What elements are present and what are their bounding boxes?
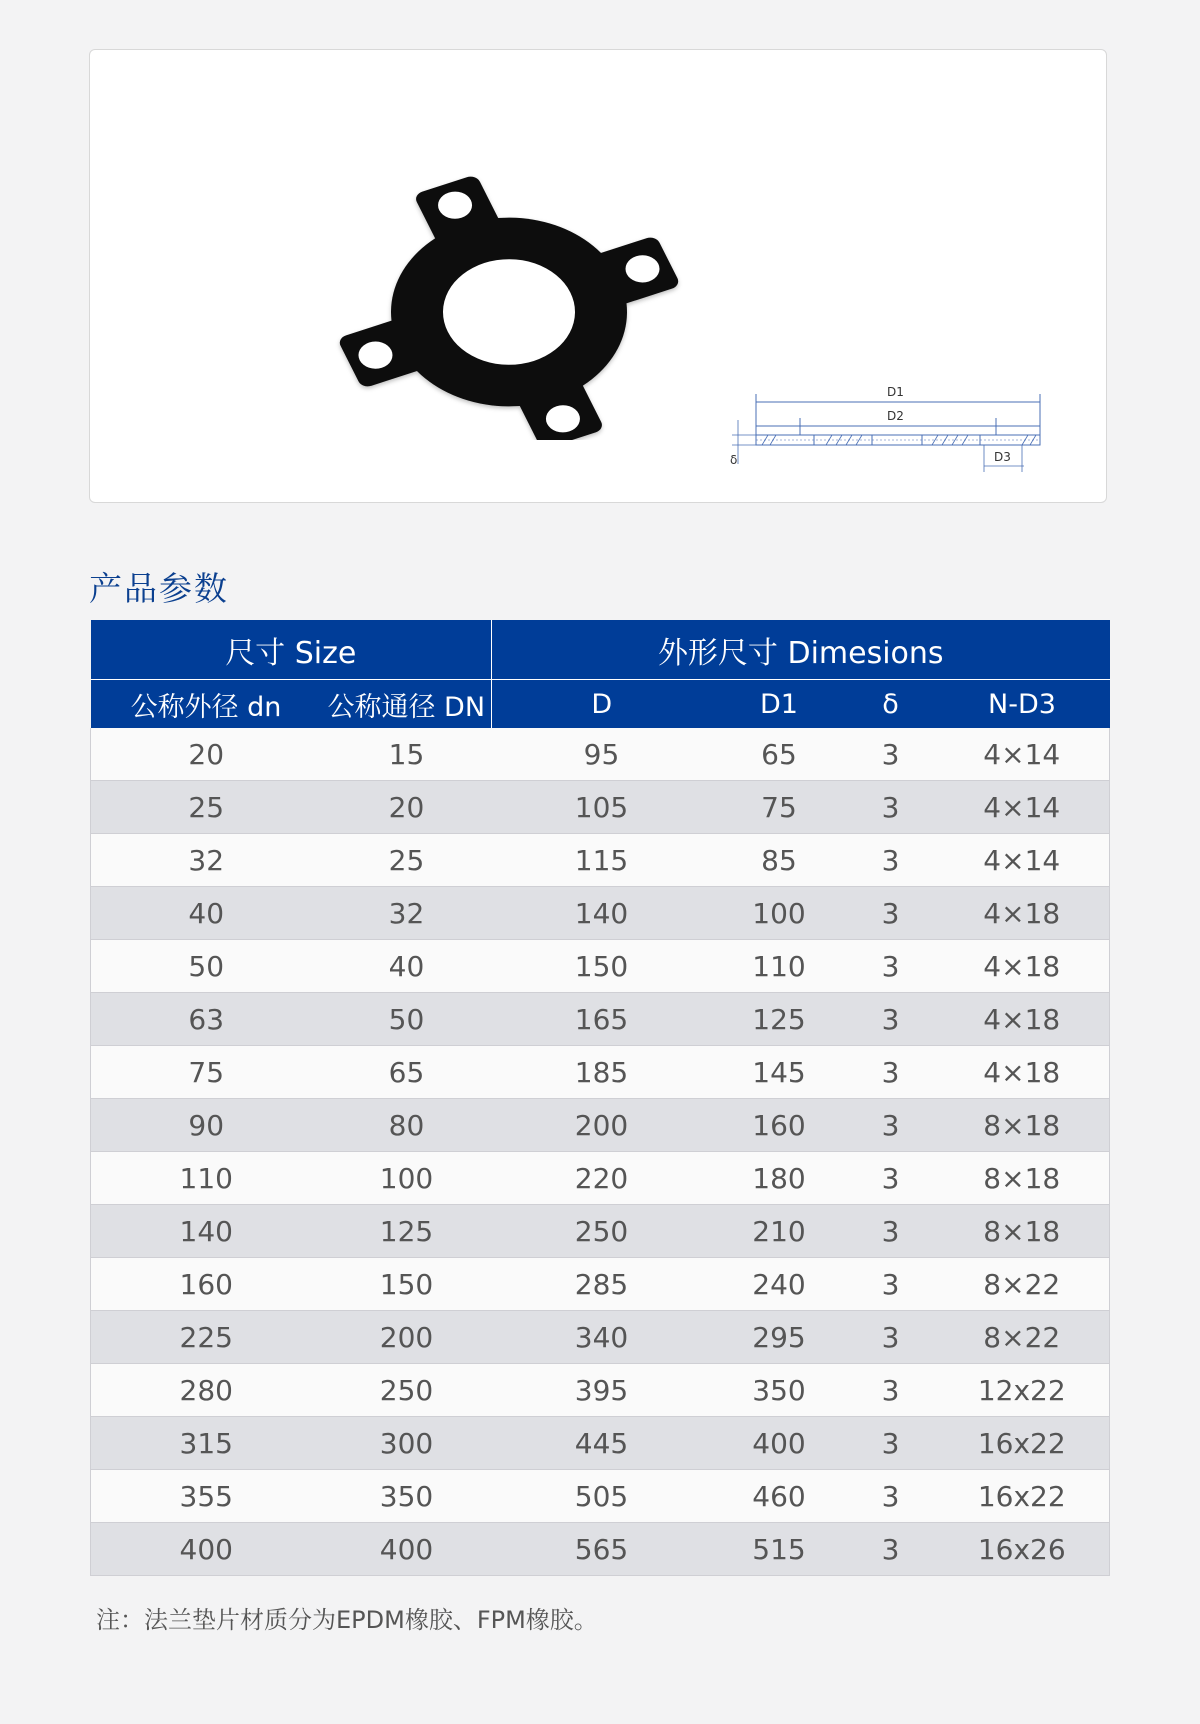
- cell-dn-outer: 75: [91, 1046, 322, 1099]
- cell-d: 250: [492, 1205, 712, 1258]
- cell-d1: 180: [712, 1152, 847, 1205]
- cell-thickness: 3: [847, 1205, 935, 1258]
- cell-d: 445: [492, 1417, 712, 1470]
- cell-d: 340: [492, 1311, 712, 1364]
- table-row: [91, 1205, 1110, 1258]
- cell-d: 505: [492, 1470, 712, 1523]
- cell-dn-outer: 20: [91, 728, 322, 781]
- material-note: 注：法兰垫片材质分为EPDM橡胶、FPM橡胶。: [96, 1606, 598, 1634]
- cell-thickness: 3: [847, 887, 935, 940]
- cell-d: 395: [492, 1364, 712, 1417]
- col-header-n-d3: N-D3: [935, 680, 1110, 729]
- cell-n-d3: 4×18: [935, 1046, 1110, 1099]
- cell-n-d3: 8×18: [935, 1205, 1110, 1258]
- cell-d: 200: [492, 1099, 712, 1152]
- cell-thickness: 3: [847, 1046, 935, 1099]
- cell-n-d3: 12x22: [935, 1364, 1110, 1417]
- cell-d: 115: [492, 834, 712, 887]
- cell-dn-nominal: 40: [322, 940, 492, 993]
- table-row: [91, 1152, 1110, 1205]
- cell-dn-outer: 90: [91, 1099, 322, 1152]
- cell-d1: 400: [712, 1417, 847, 1470]
- cell-dn-nominal: 65: [322, 1046, 492, 1099]
- label-d2: D2: [887, 409, 904, 423]
- cell-thickness: 3: [847, 834, 935, 887]
- product-parameters-table: [90, 620, 1110, 1576]
- cell-dn-nominal: 125: [322, 1205, 492, 1258]
- group-size-header: 尺寸 Size: [91, 620, 492, 680]
- cell-d1: 75: [712, 781, 847, 834]
- cell-dn-outer: 40: [91, 887, 322, 940]
- cell-d1: 460: [712, 1470, 847, 1523]
- cell-thickness: 3: [847, 1311, 935, 1364]
- cell-thickness: 3: [847, 1417, 935, 1470]
- cell-d: 95: [492, 728, 712, 781]
- cell-d: 140: [492, 887, 712, 940]
- cell-thickness: 3: [847, 940, 935, 993]
- table-row: [91, 1523, 1110, 1576]
- table-row: [91, 728, 1110, 781]
- cell-n-d3: 8×22: [935, 1258, 1110, 1311]
- cell-d: 565: [492, 1523, 712, 1576]
- cell-n-d3: 8×18: [935, 1099, 1110, 1152]
- cell-d1: 125: [712, 993, 847, 1046]
- cell-n-d3: 16x22: [935, 1417, 1110, 1470]
- table-body: [91, 728, 1110, 1576]
- cell-n-d3: 4×14: [935, 781, 1110, 834]
- col-header-d1: D1: [712, 680, 847, 729]
- label-d3: D3: [994, 450, 1011, 464]
- col-header-d: D: [492, 680, 712, 729]
- cell-dn-nominal: 200: [322, 1311, 492, 1364]
- table-row: [91, 1099, 1110, 1152]
- cell-dn-nominal: 300: [322, 1417, 492, 1470]
- cell-d1: 210: [712, 1205, 847, 1258]
- table-row: [91, 1311, 1110, 1364]
- section-title: 产品参数: [89, 569, 229, 608]
- cell-dn-outer: 32: [91, 834, 322, 887]
- cell-dn-nominal: 32: [322, 887, 492, 940]
- cell-dn-outer: 280: [91, 1364, 322, 1417]
- cell-d: 220: [492, 1152, 712, 1205]
- col-header-nominal-diameter: 公称通径 DN: [322, 680, 492, 729]
- cell-n-d3: 16x26: [935, 1523, 1110, 1576]
- cell-thickness: 3: [847, 1364, 935, 1417]
- cell-thickness: 3: [847, 1470, 935, 1523]
- cell-dn-nominal: 80: [322, 1099, 492, 1152]
- cell-d1: 160: [712, 1099, 847, 1152]
- cell-dn-outer: 160: [91, 1258, 322, 1311]
- cell-thickness: 3: [847, 1523, 935, 1576]
- gasket-image: [265, 170, 705, 440]
- cell-thickness: 3: [847, 1152, 935, 1205]
- cell-thickness: 3: [847, 1099, 935, 1152]
- dimension-drawing: [702, 360, 1062, 510]
- cell-d: 150: [492, 940, 712, 993]
- cell-thickness: 3: [847, 993, 935, 1046]
- label-thickness: δ: [730, 453, 738, 467]
- cell-d1: 110: [712, 940, 847, 993]
- cell-n-d3: 8×18: [935, 1152, 1110, 1205]
- cell-dn-nominal: 20: [322, 781, 492, 834]
- cell-dn-nominal: 400: [322, 1523, 492, 1576]
- cell-dn-outer: 225: [91, 1311, 322, 1364]
- cell-dn-outer: 140: [91, 1205, 322, 1258]
- cell-d: 285: [492, 1258, 712, 1311]
- col-header-outer-diameter: 公称外径 dn: [91, 680, 322, 729]
- cell-n-d3: 4×18: [935, 993, 1110, 1046]
- cell-thickness: 3: [847, 781, 935, 834]
- cell-d: 105: [492, 781, 712, 834]
- table-row: [91, 781, 1110, 834]
- cell-dn-outer: 63: [91, 993, 322, 1046]
- table-row: [91, 834, 1110, 887]
- cell-dn-nominal: 15: [322, 728, 492, 781]
- cell-dn-outer: 110: [91, 1152, 322, 1205]
- group-dimensions-header: 外形尺寸 Dimesions: [492, 620, 1110, 680]
- cell-d: 185: [492, 1046, 712, 1099]
- table-row: [91, 1364, 1110, 1417]
- table-row: [91, 1046, 1110, 1099]
- cell-d1: 65: [712, 728, 847, 781]
- cell-dn-outer: 25: [91, 781, 322, 834]
- table-row: [91, 1470, 1110, 1523]
- cell-d: 165: [492, 993, 712, 1046]
- table-row: [91, 1417, 1110, 1470]
- cell-d1: 85: [712, 834, 847, 887]
- cell-d1: 350: [712, 1364, 847, 1417]
- cell-n-d3: 16x22: [935, 1470, 1110, 1523]
- cell-dn-outer: 315: [91, 1417, 322, 1470]
- col-header-thickness: δ: [847, 680, 935, 729]
- cell-d1: 295: [712, 1311, 847, 1364]
- cell-n-d3: 8×22: [935, 1311, 1110, 1364]
- cell-n-d3: 4×14: [935, 728, 1110, 781]
- cell-dn-nominal: 100: [322, 1152, 492, 1205]
- cell-d1: 515: [712, 1523, 847, 1576]
- cell-n-d3: 4×18: [935, 940, 1110, 993]
- cell-dn-nominal: 250: [322, 1364, 492, 1417]
- cell-n-d3: 4×18: [935, 887, 1110, 940]
- cell-dn-nominal: 25: [322, 834, 492, 887]
- label-d1: D1: [887, 385, 904, 399]
- cell-dn-nominal: 50: [322, 993, 492, 1046]
- cell-dn-outer: 400: [91, 1523, 322, 1576]
- cell-dn-nominal: 150: [322, 1258, 492, 1311]
- cell-d1: 145: [712, 1046, 847, 1099]
- product-image-card: [89, 49, 1107, 503]
- cell-dn-nominal: 350: [322, 1470, 492, 1523]
- cell-d1: 100: [712, 887, 847, 940]
- cell-dn-outer: 50: [91, 940, 322, 993]
- cell-thickness: 3: [847, 1258, 935, 1311]
- table-row: [91, 940, 1110, 993]
- table-row: [91, 887, 1110, 940]
- cell-d1: 240: [712, 1258, 847, 1311]
- cell-thickness: 3: [847, 728, 935, 781]
- cell-n-d3: 4×14: [935, 834, 1110, 887]
- cell-dn-outer: 355: [91, 1470, 322, 1523]
- table-row: [91, 1258, 1110, 1311]
- table-row: [91, 993, 1110, 1046]
